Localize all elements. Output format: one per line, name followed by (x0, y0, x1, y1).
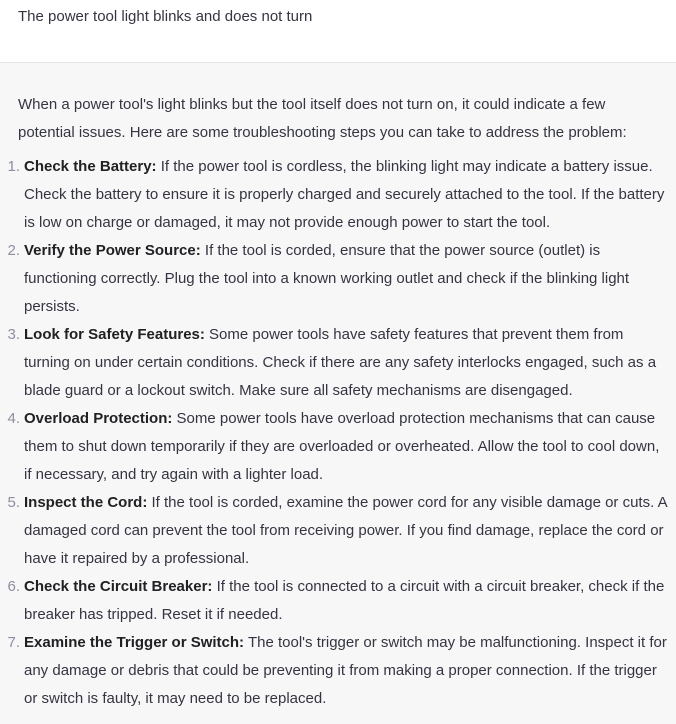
assistant-intro: When a power tool's light blinks but the tool itself does not turn on, it could indicate a few potential issues. Here are some troubleshooting steps you can take to address the problem: (18, 96, 627, 141)
step-title: Check the Battery: (24, 158, 157, 175)
step-item (0, 629, 676, 713)
step-text: Some power tools have safety features that prevent them from turning on under certain conditions. Check if there are any safety interlocks engaged, such as a blade guard or a lockout switch. Make sure all safety mechanisms are disengaged. (24, 326, 657, 399)
step-title: Verify the Power Source: (24, 242, 201, 259)
troubleshooting-steps-list (0, 153, 676, 713)
step-number: 6. (7, 578, 20, 595)
user-message (0, 0, 676, 63)
step-title: Overload Protection: (24, 410, 173, 427)
step-title: Look for Safety Features: (24, 326, 205, 343)
step-number: 4. (7, 410, 20, 427)
step-item (0, 321, 676, 405)
step-text: If the tool is connected to a circuit with a circuit breaker, check if the breaker has tripped. Reset it if needed. (24, 578, 665, 623)
step-item (0, 489, 676, 573)
step-item (0, 153, 676, 237)
step-number: 1. (7, 158, 20, 175)
step-title: Check the Circuit Breaker: (24, 578, 213, 595)
step-text: If the tool is corded, ensure that the power source (outlet) is functioning correctly. Plug the tool into a known working outlet and check if the blinking light persists. (24, 242, 630, 315)
step-item (0, 573, 676, 629)
step-number: 3. (7, 326, 20, 343)
step-title: Inspect the Cord: (24, 494, 148, 511)
step-text: The tool's trigger or switch may be malfunctioning. Inspect it for any damage or debris that could be preventing it from making a proper connection. If the trigger or switch is faulty, it may need to be replaced. (24, 634, 667, 707)
step-number: 7. (7, 634, 20, 651)
step-item (0, 405, 676, 489)
assistant-message (0, 63, 676, 724)
step-number: 2. (7, 242, 20, 259)
step-item (0, 237, 676, 321)
step-text: If the tool is corded, examine the power cord for any visible damage or cuts. A damaged cord can prevent the tool from receiving power. If you find damage, replace the cord or have it repaired by a professional. (24, 494, 667, 567)
step-text: If the power tool is cordless, the blinking light may indicate a battery issue. Check the battery to ensure it is properly charged and securely attached to the tool. If the battery is low on charge or damaged, it may not provide enough power to start the tool. (24, 158, 665, 231)
step-text: Some power tools have overload protection mechanisms that can cause them to shut down temporarily if they are overloaded or overheated. Allow the tool to cool down, if necessary, and try again with a lighter load. (24, 410, 660, 483)
step-number: 5. (7, 494, 20, 511)
step-title: Examine the Trigger or Switch: (24, 634, 245, 651)
user-message-text: The power tool light blinks and does not turn (18, 8, 313, 25)
